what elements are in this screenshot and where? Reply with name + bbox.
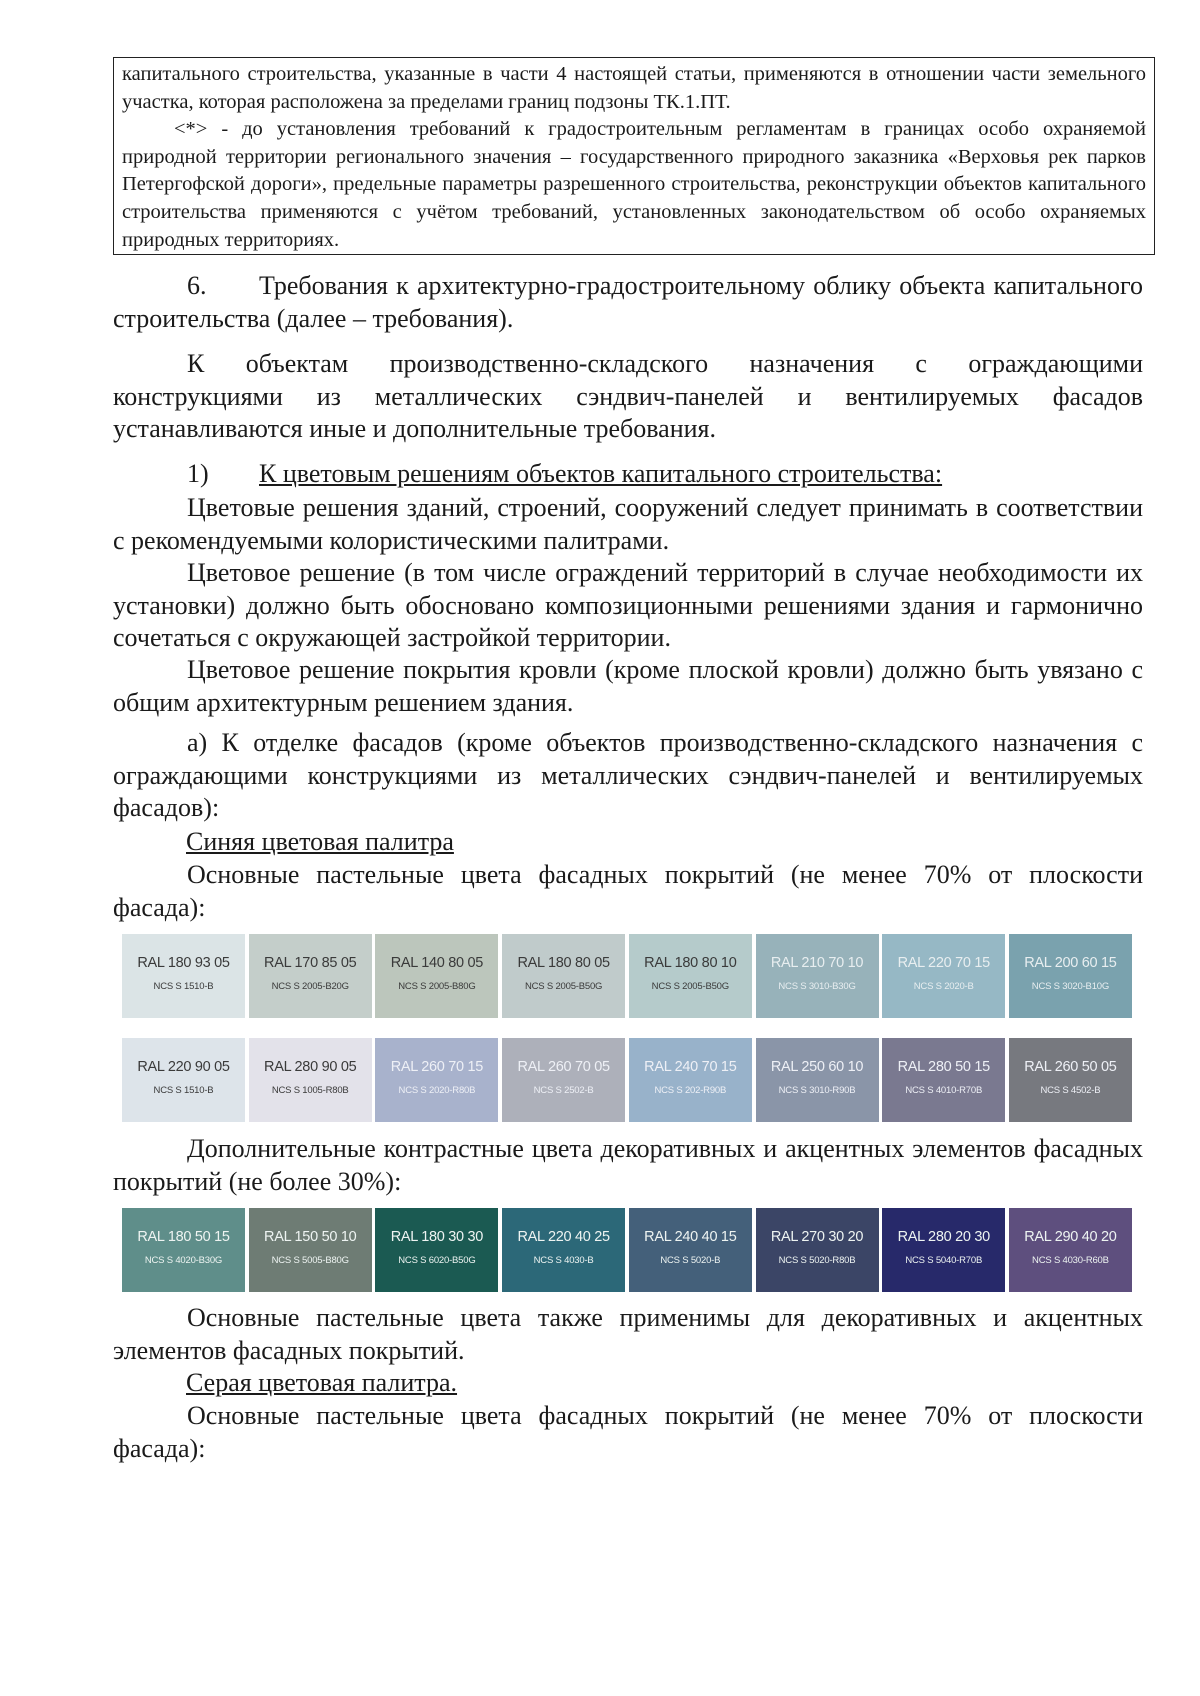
swatch-ncs-code: NCS S 6020-B50G (398, 1255, 476, 1266)
color-swatch (122, 934, 245, 1018)
blue-accent-caption: Дополнительные контрастные цвета декоративных и акцентных элементов фасадных покрытий (не более 30%): (113, 1134, 1143, 1196)
swatch-ncs-code: NCS S 4030-R60B (1032, 1255, 1109, 1266)
swatch-ral-code: RAL 180 80 05 (517, 955, 610, 971)
color-swatch (882, 1038, 1005, 1122)
color-swatch (375, 1038, 498, 1122)
swatch-ral-code: RAL 180 80 10 (644, 955, 737, 971)
swatch-ral-code: RAL 280 20 30 (897, 1229, 990, 1245)
swatch-ncs-code: NCS S 2005-B20G (271, 981, 349, 992)
swatch-ral-code: RAL 260 70 05 (517, 1059, 610, 1075)
item-1-title: К цветовым решениям объектов капитального строительства: (259, 459, 943, 488)
footnote-asterisk-text: <*> - до установления требований к градостроительным регламентам в границах особо охраняемой природной территории регионального значения – государственного природного заказника «Верховья рек парков Петергофской дороги», предельные параметры разрешенного строительства, реконструкции объектов капитального строительства применяются с учётом требований, установленных законодательством об особо охраняемых природных территориях. (122, 118, 1146, 251)
swatch-ncs-code: NCS S 4020-B30G (144, 1255, 223, 1266)
color-swatch (756, 934, 879, 1018)
paragraph-color-fences: Цветовое решение (в том числе ограждений территорий в случае необходимости их установки) должно быть обосновано композиционными решениями здания и гармонично сочетаться с окружающей застройкой территории. (113, 558, 1143, 652)
swatch-ncs-code: NCS S 3010-B30G (778, 981, 856, 992)
grey-palette-title: Серая цветовая палитра. (186, 1368, 458, 1397)
swatch-ral-code: RAL 280 50 15 (897, 1059, 990, 1075)
footnote-text: капитального строительства, указанные в части 4 настоящей статьи, применяются в отношении части земельного участка, которая расположена за пределами границ подзоны ТК.1.ПТ. (122, 63, 1146, 113)
color-swatch (502, 1208, 625, 1292)
color-swatch (249, 1208, 372, 1292)
item-number: 1) (187, 459, 209, 488)
swatch-ncs-code: NCS S 3010-R90B (778, 1085, 856, 1096)
swatch-ral-code: RAL 260 50 05 (1024, 1059, 1117, 1075)
color-swatch (1009, 934, 1132, 1018)
blue-palette-note: Основные пастельные цвета также применимы для декоративных и акцентных элементов фасадных покрытий. (113, 1303, 1143, 1365)
swatch-ral-code: RAL 220 70 15 (897, 955, 990, 971)
swatch-ral-code: RAL 180 93 05 (137, 955, 230, 971)
section-6-heading (113, 270, 1143, 335)
blue-main-caption: Основные пастельные цвета фасадных покрытий (не менее 70% от плоскости фасада): (113, 860, 1143, 922)
swatch-ral-code: RAL 180 30 30 (390, 1229, 484, 1245)
footnote-box (113, 57, 1155, 255)
swatch-ncs-code: NCS S 4502-B (1040, 1085, 1101, 1096)
swatch-ral-code: RAL 280 90 05 (264, 1059, 357, 1075)
color-swatch (502, 934, 625, 1018)
color-swatch (375, 1208, 498, 1292)
swatch-ncs-code: NCS S 2020-B (913, 981, 974, 992)
swatch-ncs-code: NCS S 2005-B50G (651, 981, 729, 992)
section-6-text: Требования к архитектурно-градостроительному облику объекта капитального строительства (далее – требования). (113, 271, 1143, 333)
section-number: 6. (187, 271, 207, 300)
color-swatch (1009, 1208, 1132, 1292)
swatch-ral-code: RAL 260 70 15 (390, 1059, 484, 1075)
color-swatch (629, 1038, 752, 1122)
swatch-ncs-code: NCS S 5040-R70B (905, 1255, 983, 1266)
swatch-ncs-code: NCS S 2502-B (533, 1085, 594, 1096)
swatch-ncs-code: NCS S 1510-B (153, 981, 214, 992)
swatch-ral-code: RAL 290 40 20 (1024, 1229, 1117, 1245)
paragraph-industrial: К объектам производственно-складского назначения с ограждающими конструкциями из металлических сэндвич-панелей и вентилируемых фасадов устанавливаются иные и дополнительные требования. (113, 349, 1143, 443)
color-swatch (756, 1038, 879, 1122)
swatch-ral-code: RAL 170 85 05 (264, 955, 357, 971)
swatch-ral-code: RAL 250 60 10 (770, 1059, 864, 1075)
blue-accent-row (122, 1208, 1132, 1292)
swatch-ncs-code: NCS S 2005-B80G (398, 981, 476, 992)
blue-main-row-1 (122, 934, 1132, 1018)
color-swatch (375, 934, 498, 1018)
swatch-ncs-code: NCS S 1005-R80B (271, 1085, 349, 1096)
swatch-ral-code: RAL 270 30 20 (770, 1229, 864, 1245)
swatch-ral-code: RAL 220 40 25 (517, 1229, 610, 1245)
swatch-ncs-code: NCS S 5020-R80B (778, 1255, 856, 1266)
color-swatch (122, 1208, 245, 1292)
swatch-ncs-code: NCS S 5005-B80G (271, 1255, 349, 1266)
color-swatch (502, 1038, 625, 1122)
color-swatch (629, 1208, 752, 1292)
swatch-ncs-code: NCS S 202-R90B (654, 1085, 727, 1096)
color-swatch (756, 1208, 879, 1292)
blue-main-row-2 (122, 1038, 1132, 1122)
swatch-ral-code: RAL 220 90 05 (137, 1059, 230, 1075)
color-swatch (249, 1038, 372, 1122)
swatch-ral-code: RAL 180 50 15 (137, 1229, 230, 1245)
blue-palette-title: Синяя цветовая палитра (186, 827, 454, 856)
swatch-ncs-code: NCS S 4030-B (533, 1255, 594, 1266)
item-1-heading (113, 458, 1143, 491)
grey-main-caption: Основные пастельные цвета фасадных покрытий (не менее 70% от плоскости фасада): (113, 1401, 1143, 1463)
swatch-ral-code: RAL 200 60 15 (1024, 955, 1117, 971)
swatch-ral-code: RAL 210 70 10 (770, 955, 864, 971)
color-swatch (882, 1208, 1005, 1292)
paragraph-roof-color: Цветовое решение покрытия кровли (кроме плоской кровли) должно быть увязано с общим архитектурным решением здания. (113, 655, 1143, 717)
swatch-ral-code: RAL 150 50 10 (264, 1229, 357, 1245)
color-swatch (249, 934, 372, 1018)
color-swatch (629, 934, 752, 1018)
paragraph-color-solutions: Цветовые решения зданий, строений, сооружений следует принимать в соответствии с рекомендуемыми колористическими палитрами. (113, 493, 1143, 555)
color-swatch (122, 1038, 245, 1122)
swatch-ncs-code: NCS S 3020-B10G (1031, 981, 1110, 992)
color-swatch (1009, 1038, 1132, 1122)
swatch-ral-code: RAL 240 70 15 (644, 1059, 737, 1075)
swatch-ncs-code: NCS S 2020-R80B (398, 1085, 476, 1096)
swatch-ral-code: RAL 240 40 15 (644, 1229, 737, 1245)
swatch-ncs-code: NCS S 5020-B (660, 1255, 721, 1266)
swatch-ncs-code: NCS S 2005-B50G (524, 981, 603, 992)
swatch-ral-code: RAL 140 80 05 (390, 955, 484, 971)
color-swatch (882, 934, 1005, 1018)
swatch-ncs-code: NCS S 1510-B (153, 1085, 214, 1096)
swatch-ncs-code: NCS S 4010-R70B (905, 1085, 983, 1096)
paragraph-facade-finish: а) К отделке фасадов (кроме объектов производственно-складского назначения с ограждающими конструкциями из металлических сэндвич-панелей и вентилируемых фасадов): (113, 728, 1143, 822)
